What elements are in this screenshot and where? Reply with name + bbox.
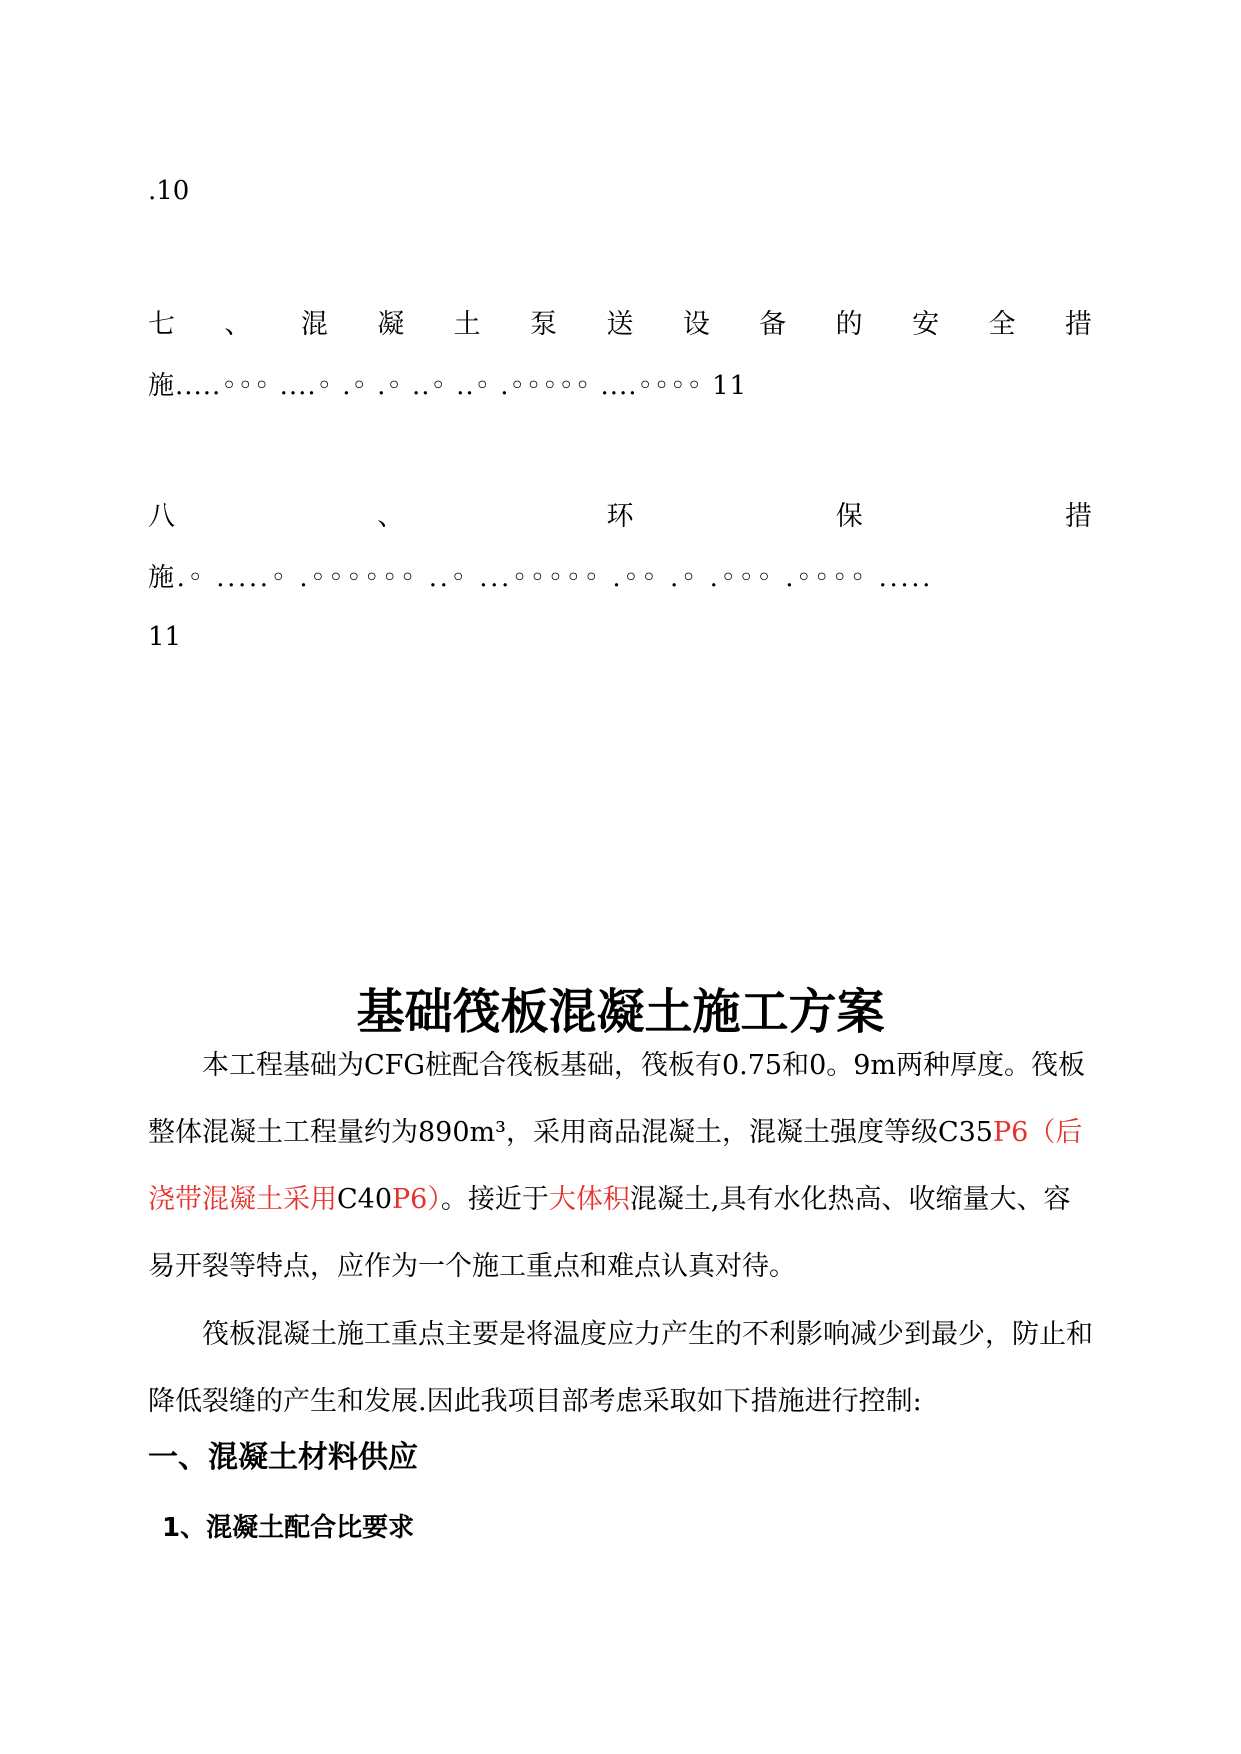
toc-item-7-char: 土 bbox=[453, 309, 481, 340]
toc-item-8-char: 、 bbox=[377, 501, 405, 532]
toc-item-7-char: 泵 bbox=[530, 309, 558, 340]
document-title: 基础筏板混凝土施工方案 bbox=[356, 984, 885, 1040]
toc-item-8-char: 保 bbox=[835, 501, 863, 532]
toc-item-8-heading bbox=[148, 494, 1092, 533]
paragraph-measures: 筏板混凝土施工重点主要是将温度应力产生的不利影响减少到最少，防止和降低裂缝的产生和发展.因此我项目部考虑采取如下措施进行控制: bbox=[148, 1319, 1093, 1417]
intro-text-d: 混凝土,具有水化热高、收缩量大、容易开裂等特点，应作为一个施工重点和难点认真对待。 bbox=[148, 1184, 1071, 1282]
toc-item-8-leader: 施.◦ .....◦ .◦◦◦◦◦◦ ..◦ ...◦◦◦◦◦ .◦◦ .◦ .◦◦◦ .◦◦◦◦ ..... bbox=[148, 563, 934, 593]
toc-item-7-char: 设 bbox=[682, 309, 710, 340]
toc-item-7-char: 安 bbox=[912, 309, 940, 340]
toc-item-7-char: 混 bbox=[300, 309, 328, 340]
subsection-heading-1-1: 1、混凝土配合比要求 bbox=[162, 1513, 415, 1543]
toc-item-7-char: 送 bbox=[606, 309, 634, 340]
toc-item-7-char: 的 bbox=[835, 309, 863, 340]
toc-item-7-char: 七 bbox=[148, 309, 175, 340]
intro-highlight-mass: 大体积 bbox=[548, 1184, 630, 1215]
intro-text-c: 。接近于 bbox=[440, 1184, 549, 1215]
toc-item-7-char: 、 bbox=[224, 309, 252, 340]
toc-item-7-heading bbox=[148, 302, 1092, 341]
toc-item-7-leader: 施.....◦◦◦ ....◦ .◦ .◦ ..◦ ..◦ .◦◦◦◦◦ ....◦◦◦◦ 11 bbox=[148, 371, 748, 401]
toc-item-7-char: 全 bbox=[988, 309, 1016, 340]
toc-item-8-char: 八 bbox=[148, 501, 175, 532]
intro-text-a: 本工程基础为CFG桩配合筏板基础，筏板有0.75和0。9m两种厚度。筏板整体混凝土工程量约为890m³，采用商品混凝土，混凝土强度等级C35 bbox=[148, 1050, 1086, 1148]
toc-item-8-char: 措 bbox=[1065, 501, 1092, 532]
paragraph-intro bbox=[148, 1032, 1096, 1300]
toc-item-8-page: 11 bbox=[148, 622, 182, 652]
toc-item-7-char: 备 bbox=[759, 309, 787, 340]
toc-item-7-char: 措 bbox=[1064, 309, 1092, 340]
toc-item-8-char: 环 bbox=[606, 501, 634, 532]
section-heading-1: 一、混凝土材料供应 bbox=[148, 1440, 418, 1475]
intro-text-b: C40 bbox=[337, 1184, 393, 1215]
toc-item-7-char: 凝 bbox=[377, 309, 405, 340]
intro-highlight-p6: P6（后浇带混凝土采用 bbox=[148, 1117, 1083, 1215]
intro-highlight-p6-close: P6） bbox=[392, 1184, 441, 1215]
toc-page-number: .10 bbox=[148, 176, 190, 206]
